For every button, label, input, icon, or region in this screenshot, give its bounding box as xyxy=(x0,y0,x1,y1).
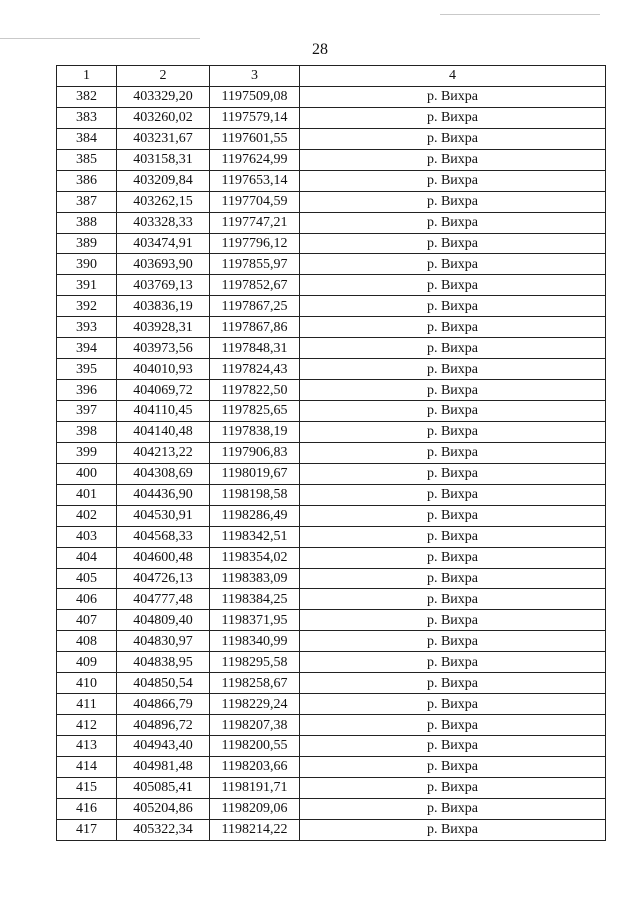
cell-y-coordinate: 1197848,31 xyxy=(210,338,300,359)
table-row xyxy=(57,756,606,777)
cell-point-number: 416 xyxy=(57,798,117,819)
cell-x-coordinate: 404069,72 xyxy=(117,380,210,401)
table-row xyxy=(57,191,606,212)
cell-y-coordinate: 1198200,55 xyxy=(210,736,300,757)
cell-point-number: 414 xyxy=(57,756,117,777)
cell-y-coordinate: 1198383,09 xyxy=(210,568,300,589)
cell-point-number: 388 xyxy=(57,212,117,233)
cell-point-number: 402 xyxy=(57,505,117,526)
cell-description: р. Вихра xyxy=(300,275,606,296)
cell-y-coordinate: 1198295,58 xyxy=(210,652,300,673)
cell-y-coordinate: 1197852,67 xyxy=(210,275,300,296)
cell-description: р. Вихра xyxy=(300,652,606,673)
cell-x-coordinate: 404809,40 xyxy=(117,610,210,631)
cell-x-coordinate: 404010,93 xyxy=(117,359,210,380)
cell-y-coordinate: 1197822,50 xyxy=(210,380,300,401)
cell-description: р. Вихра xyxy=(300,170,606,191)
cell-x-coordinate: 404850,54 xyxy=(117,673,210,694)
cell-point-number: 405 xyxy=(57,568,117,589)
table-row xyxy=(57,526,606,547)
cell-x-coordinate: 404830,97 xyxy=(117,631,210,652)
cell-description: р. Вихра xyxy=(300,442,606,463)
cell-x-coordinate: 404777,48 xyxy=(117,589,210,610)
cell-description: р. Вихра xyxy=(300,631,606,652)
scan-artifact-line xyxy=(0,38,200,39)
cell-description: р. Вихра xyxy=(300,317,606,338)
cell-description: р. Вихра xyxy=(300,819,606,840)
cell-y-coordinate: 1197624,99 xyxy=(210,149,300,170)
cell-point-number: 384 xyxy=(57,128,117,149)
cell-point-number: 411 xyxy=(57,694,117,715)
cell-point-number: 403 xyxy=(57,526,117,547)
table-row xyxy=(57,212,606,233)
cell-point-number: 401 xyxy=(57,484,117,505)
cell-description: р. Вихра xyxy=(300,254,606,275)
table-row xyxy=(57,589,606,610)
cell-x-coordinate: 404866,79 xyxy=(117,694,210,715)
cell-y-coordinate: 1197824,43 xyxy=(210,359,300,380)
table-row xyxy=(57,128,606,149)
table-row xyxy=(57,338,606,359)
cell-point-number: 398 xyxy=(57,421,117,442)
cell-description: р. Вихра xyxy=(300,694,606,715)
cell-point-number: 399 xyxy=(57,442,117,463)
cell-x-coordinate: 404308,69 xyxy=(117,463,210,484)
table-row xyxy=(57,715,606,736)
cell-description: р. Вихра xyxy=(300,589,606,610)
table-row xyxy=(57,777,606,798)
cell-point-number: 393 xyxy=(57,317,117,338)
cell-y-coordinate: 1198258,67 xyxy=(210,673,300,694)
cell-y-coordinate: 1197796,12 xyxy=(210,233,300,254)
column-header-y: 3 xyxy=(210,66,300,87)
cell-point-number: 417 xyxy=(57,819,117,840)
cell-description: р. Вихра xyxy=(300,359,606,380)
cell-description: р. Вихра xyxy=(300,401,606,422)
table-row xyxy=(57,610,606,631)
cell-description: р. Вихра xyxy=(300,610,606,631)
cell-description: р. Вихра xyxy=(300,191,606,212)
cell-point-number: 407 xyxy=(57,610,117,631)
table-row xyxy=(57,547,606,568)
table-row xyxy=(57,631,606,652)
cell-point-number: 385 xyxy=(57,149,117,170)
cell-description: р. Вихра xyxy=(300,463,606,484)
cell-x-coordinate: 404568,33 xyxy=(117,526,210,547)
cell-y-coordinate: 1197653,14 xyxy=(210,170,300,191)
cell-description: р. Вихра xyxy=(300,128,606,149)
table-row xyxy=(57,484,606,505)
cell-point-number: 396 xyxy=(57,380,117,401)
cell-x-coordinate: 403769,13 xyxy=(117,275,210,296)
cell-point-number: 382 xyxy=(57,86,117,107)
cell-point-number: 390 xyxy=(57,254,117,275)
cell-y-coordinate: 1197906,83 xyxy=(210,442,300,463)
cell-x-coordinate: 404530,91 xyxy=(117,505,210,526)
cell-y-coordinate: 1198019,67 xyxy=(210,463,300,484)
cell-description: р. Вихра xyxy=(300,505,606,526)
cell-x-coordinate: 403973,56 xyxy=(117,338,210,359)
cell-y-coordinate: 1198214,22 xyxy=(210,819,300,840)
cell-description: р. Вихра xyxy=(300,777,606,798)
cell-point-number: 408 xyxy=(57,631,117,652)
coordinates-table xyxy=(56,65,606,841)
cell-point-number: 386 xyxy=(57,170,117,191)
cell-x-coordinate: 403474,91 xyxy=(117,233,210,254)
table-row xyxy=(57,233,606,254)
cell-x-coordinate: 404140,48 xyxy=(117,421,210,442)
cell-x-coordinate: 403329,20 xyxy=(117,86,210,107)
cell-point-number: 415 xyxy=(57,777,117,798)
cell-y-coordinate: 1197855,97 xyxy=(210,254,300,275)
cell-description: р. Вихра xyxy=(300,296,606,317)
cell-point-number: 391 xyxy=(57,275,117,296)
page-number: 28 xyxy=(312,41,328,58)
cell-y-coordinate: 1198342,51 xyxy=(210,526,300,547)
cell-x-coordinate: 403262,15 xyxy=(117,191,210,212)
cell-point-number: 410 xyxy=(57,673,117,694)
cell-y-coordinate: 1197509,08 xyxy=(210,86,300,107)
table-row xyxy=(57,296,606,317)
cell-x-coordinate: 405085,41 xyxy=(117,777,210,798)
cell-x-coordinate: 403928,31 xyxy=(117,317,210,338)
column-header-point-number: 1 xyxy=(57,66,117,87)
cell-x-coordinate: 403693,90 xyxy=(117,254,210,275)
cell-point-number: 409 xyxy=(57,652,117,673)
table-row xyxy=(57,401,606,422)
cell-description: р. Вихра xyxy=(300,212,606,233)
cell-x-coordinate: 403231,67 xyxy=(117,128,210,149)
table-row xyxy=(57,652,606,673)
table-row xyxy=(57,317,606,338)
cell-y-coordinate: 1197579,14 xyxy=(210,107,300,128)
cell-description: р. Вихра xyxy=(300,715,606,736)
table-row xyxy=(57,673,606,694)
cell-description: р. Вихра xyxy=(300,380,606,401)
cell-description: р. Вихра xyxy=(300,233,606,254)
scan-artifact-line xyxy=(440,14,600,15)
cell-description: р. Вихра xyxy=(300,421,606,442)
table-row xyxy=(57,568,606,589)
cell-y-coordinate: 1198207,38 xyxy=(210,715,300,736)
cell-y-coordinate: 1198198,58 xyxy=(210,484,300,505)
table-row xyxy=(57,505,606,526)
cell-x-coordinate: 404213,22 xyxy=(117,442,210,463)
cell-x-coordinate: 404726,13 xyxy=(117,568,210,589)
cell-y-coordinate: 1197601,55 xyxy=(210,128,300,149)
cell-point-number: 400 xyxy=(57,463,117,484)
cell-description: р. Вихра xyxy=(300,338,606,359)
cell-description: р. Вихра xyxy=(300,86,606,107)
cell-point-number: 392 xyxy=(57,296,117,317)
cell-x-coordinate: 404600,48 xyxy=(117,547,210,568)
cell-y-coordinate: 1198209,06 xyxy=(210,798,300,819)
cell-y-coordinate: 1198340,99 xyxy=(210,631,300,652)
cell-x-coordinate: 404436,90 xyxy=(117,484,210,505)
cell-description: р. Вихра xyxy=(300,547,606,568)
cell-y-coordinate: 1197867,86 xyxy=(210,317,300,338)
cell-x-coordinate: 404943,40 xyxy=(117,736,210,757)
cell-description: р. Вихра xyxy=(300,484,606,505)
column-header-description: 4 xyxy=(300,66,606,87)
table-row xyxy=(57,359,606,380)
cell-y-coordinate: 1198203,66 xyxy=(210,756,300,777)
cell-x-coordinate: 404838,95 xyxy=(117,652,210,673)
cell-x-coordinate: 405204,86 xyxy=(117,798,210,819)
cell-point-number: 404 xyxy=(57,547,117,568)
cell-x-coordinate: 403328,33 xyxy=(117,212,210,233)
cell-x-coordinate: 403158,31 xyxy=(117,149,210,170)
table-row xyxy=(57,275,606,296)
cell-point-number: 395 xyxy=(57,359,117,380)
table-row xyxy=(57,380,606,401)
cell-y-coordinate: 1197867,25 xyxy=(210,296,300,317)
table-row xyxy=(57,694,606,715)
table-row xyxy=(57,736,606,757)
cell-description: р. Вихра xyxy=(300,149,606,170)
cell-x-coordinate: 404981,48 xyxy=(117,756,210,777)
cell-y-coordinate: 1197825,65 xyxy=(210,401,300,422)
table-row xyxy=(57,463,606,484)
cell-description: р. Вихра xyxy=(300,798,606,819)
cell-description: р. Вихра xyxy=(300,107,606,128)
cell-x-coordinate: 403260,02 xyxy=(117,107,210,128)
cell-point-number: 412 xyxy=(57,715,117,736)
table-header-row xyxy=(57,66,606,87)
table-body xyxy=(57,86,606,840)
cell-y-coordinate: 1198286,49 xyxy=(210,505,300,526)
cell-y-coordinate: 1198191,71 xyxy=(210,777,300,798)
cell-y-coordinate: 1198384,25 xyxy=(210,589,300,610)
cell-x-coordinate: 403209,84 xyxy=(117,170,210,191)
cell-x-coordinate: 405322,34 xyxy=(117,819,210,840)
cell-description: р. Вихра xyxy=(300,526,606,547)
cell-y-coordinate: 1198354,02 xyxy=(210,547,300,568)
cell-y-coordinate: 1198229,24 xyxy=(210,694,300,715)
cell-description: р. Вихра xyxy=(300,673,606,694)
cell-point-number: 406 xyxy=(57,589,117,610)
table-row xyxy=(57,254,606,275)
table-row xyxy=(57,86,606,107)
cell-description: р. Вихра xyxy=(300,756,606,777)
cell-description: р. Вихра xyxy=(300,568,606,589)
cell-y-coordinate: 1197838,19 xyxy=(210,421,300,442)
cell-y-coordinate: 1197704,59 xyxy=(210,191,300,212)
column-header-x: 2 xyxy=(117,66,210,87)
table-row xyxy=(57,170,606,191)
table-row xyxy=(57,149,606,170)
cell-point-number: 383 xyxy=(57,107,117,128)
cell-point-number: 387 xyxy=(57,191,117,212)
cell-point-number: 394 xyxy=(57,338,117,359)
cell-x-coordinate: 404896,72 xyxy=(117,715,210,736)
cell-description: р. Вихра xyxy=(300,736,606,757)
cell-y-coordinate: 1198371,95 xyxy=(210,610,300,631)
cell-point-number: 389 xyxy=(57,233,117,254)
cell-x-coordinate: 403836,19 xyxy=(117,296,210,317)
cell-x-coordinate: 404110,45 xyxy=(117,401,210,422)
table-row xyxy=(57,442,606,463)
table-row xyxy=(57,798,606,819)
table-row xyxy=(57,819,606,840)
cell-point-number: 413 xyxy=(57,736,117,757)
cell-point-number: 397 xyxy=(57,401,117,422)
table-row xyxy=(57,421,606,442)
cell-y-coordinate: 1197747,21 xyxy=(210,212,300,233)
table-row xyxy=(57,107,606,128)
